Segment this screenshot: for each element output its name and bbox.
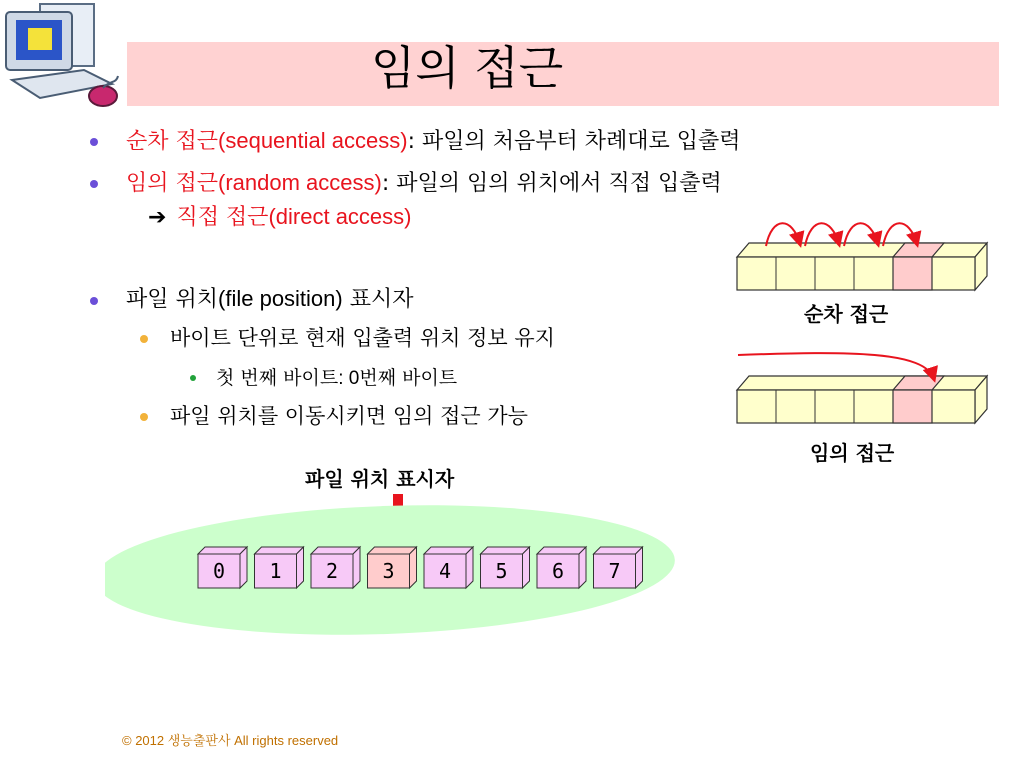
copyright-footer: © 2012 생능출판사 All rights reserved [122,733,339,748]
first-byte-label: 첫 번째 바이트 [216,367,339,389]
term-random: 임의 접근 [126,171,219,196]
sequential-access-diagram [730,212,995,297]
term-random-latin: (random access) [218,170,382,195]
file-position-pointer-caption: 파일 위치 표시자 [305,467,455,491]
byte-index-label: 6 [551,559,565,583]
random-access-caption: 임의 접근 [810,441,895,465]
file-position-label-b: 표시자 [342,287,414,312]
byte-index-label: 4 [438,559,452,583]
file-position-latin: (file position) [218,286,343,311]
bullet-dot [90,180,98,188]
right-arrow-icon: ➔ [148,205,167,230]
byte-index-label: 5 [495,559,508,583]
sequential-access-caption: 순차 접근 [804,302,889,326]
byte-index-label: 2 [325,559,339,583]
term-direct-latin: (direct access) [268,204,412,229]
byte-index-label: 0 [212,559,226,583]
file-position-label: 파일 위치 [126,287,219,312]
sub-bullet-dot [140,335,148,343]
term-sequential-desc: : 파일의 처음부터 차례대로 입출력 [407,129,741,154]
byte-index-label: 1 [269,559,282,583]
random-access-diagram [730,345,995,430]
sub-sub-bullet-first-byte [216,364,457,393]
computer-clipart-icon [0,0,125,112]
byte-index-label: 7 [608,559,621,583]
byte-cell-6 [537,547,586,588]
bullet-file-position [126,285,413,314]
byte-cell-4 [424,547,473,588]
sub-sub-bullet-dot [190,375,196,381]
term-sequential-latin: (sequential access) [218,128,408,153]
byte-index-label: 3 [382,559,395,583]
direct-access-line [148,203,412,232]
byte-cell-0 [198,547,247,588]
term-random-desc: : 파일의 임의 위치에서 직접 입출력 [381,171,722,196]
bullet-dot [90,138,98,146]
byte-array-diagram [105,498,685,638]
sub-bullet-byte-unit: 바이트 단위로 현재 입출력 위치 정보 유지 [170,326,555,350]
byte-cell-5 [481,547,530,588]
byte-cell-1 [255,547,304,588]
byte-cell-2 [311,547,360,588]
bullet-random [126,169,722,198]
term-direct: 직접 접근 [176,205,269,230]
byte-cell-3 [368,547,417,588]
sub-bullet-dot [140,413,148,421]
sub-bullet-move-position: 파일 위치를 이동시키면 임의 접근 가능 [170,404,528,428]
byte-cell-7 [594,547,643,588]
term-sequential: 순차 접근 [126,129,219,154]
page-title: 임의 접근 [370,41,564,95]
bullet-sequential [126,127,740,156]
bullet-dot [90,297,98,305]
first-byte-suffix: 번째 바이트 [359,367,458,389]
first-byte-index: : 0 [338,368,360,389]
